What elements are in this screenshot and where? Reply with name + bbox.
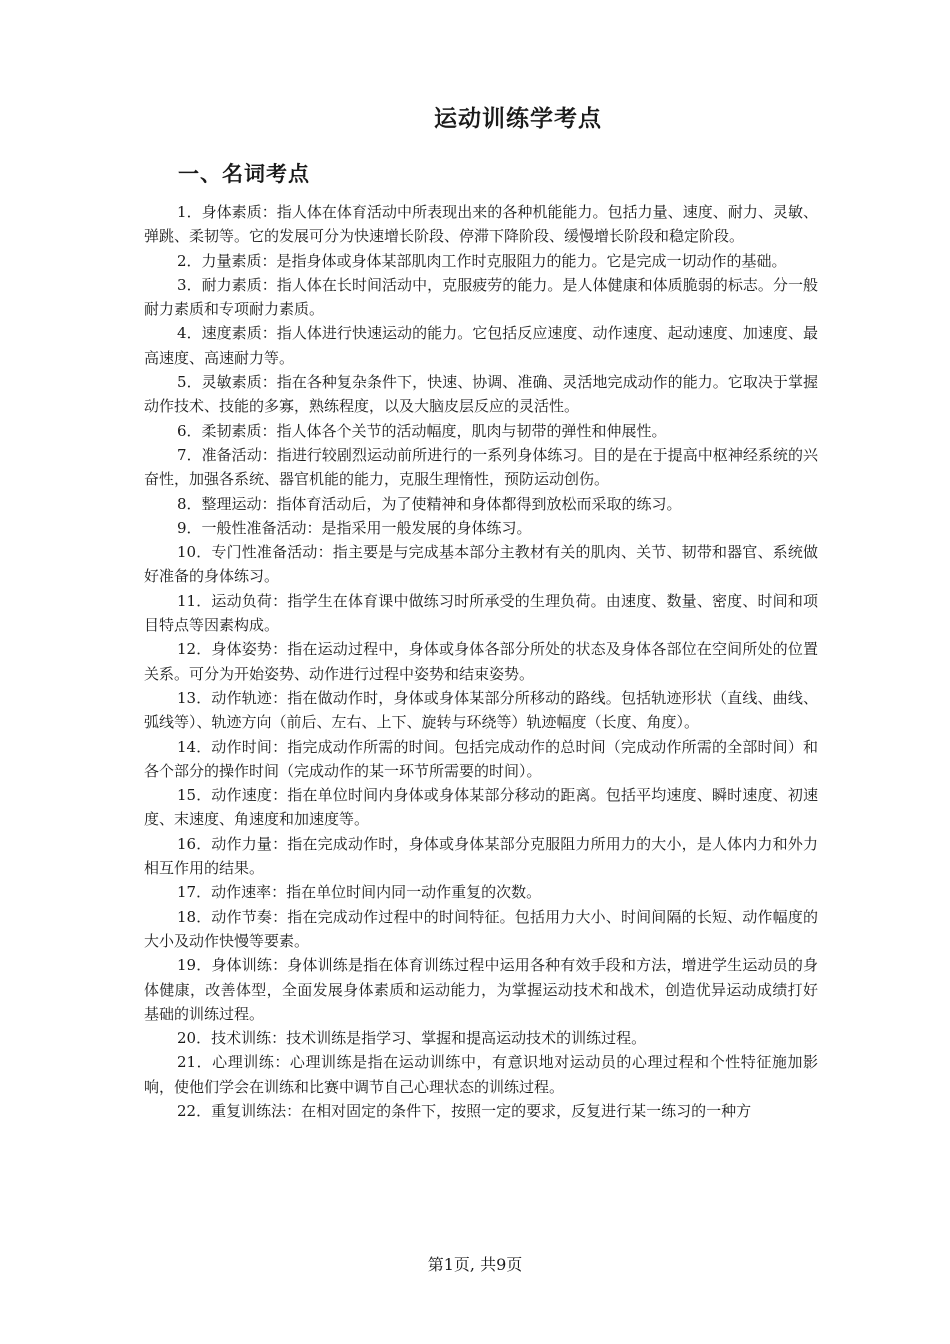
term-entry: 16．动作力量：指在完成动作时，身体或身体某部分克服阻力所用力的大小，是人体内力和外力相互作用的结果。 <box>144 834 818 878</box>
term-entry: 13．动作轨迹：指在做动作时，身体或身体某部分所移动的路线。包括轨迹形状（直线、曲线、弧线等）、轨迹方向（前后、左右、上下、旋转与环绕等）轨迹幅度（长度、角度）。 <box>144 688 818 732</box>
term-entry: 9．一般性准备活动：是指采用一般发展的身体练习。 <box>177 518 532 537</box>
term-entry: 15．动作速度：指在单位时间内身体或身体某部分移动的距离。包括平均速度、瞬时速度、初速度、末速度、角速度和加速度等。 <box>144 786 818 829</box>
term-entry: 4．速度素质：指人体进行快速运动的能力。它包括反应速度、动作速度、起动速度、加速度、最高速度、高速耐力等。 <box>144 324 818 367</box>
term-entry: 1．身体素质：指人体在体育活动中所表现出来的各种机能能力。包括力量、速度、耐力、灵敏、弹跳、柔韧等。它的发展可分为快速增长阶段、停滞下降阶段、缓慢增长阶段和稳定阶段。 <box>144 203 818 246</box>
term-entry: 17．动作速率：指在单位时间内同一动作重复的次数。 <box>177 883 542 902</box>
term-entry: 7．准备活动：指进行较剧烈运动前所进行的一系列身体练习。目的是在于提高中枢神经系统的兴奋性，加强各系统、器官机能的能力，克服生理惰性，预防运动创伤。 <box>144 445 818 489</box>
term-entry: 8．整理运动：指体育活动后，为了使精神和身体都得到放松而采取的练习。 <box>177 494 682 513</box>
term-entry: 22．重复训练法：在相对固定的条件下，按照一定的要求，反复进行某一练习的一种方 <box>177 1101 752 1120</box>
term-entry: 6．柔韧素质：指人体各个关节的活动幅度，肌肉与韧带的弹性和伸展性。 <box>177 421 667 440</box>
term-entry: 5．灵敏素质：指在各种复杂条件下，快速、协调、准确、灵活地完成动作的能力。它取决于掌握动作技术、技能的多寡，熟练程度，以及大脑皮层反应的灵活性。 <box>144 373 818 416</box>
term-entry: 2．力量素质：是指身体或身体某部肌肉工作时克服阻力的能力。它是完成一切动作的基础。 <box>177 251 787 270</box>
term-entry: 19．身体训练：身体训练是指在体育训练过程中运用各种有效手段和方法，增进学生运动员的身体健康，改善体型，全面发展身体素质和运动能力，为掌握运动技术和战术，创造优异运动成绩打好基础的训练过程。 <box>144 956 818 1023</box>
term-entry: 20．技术训练：技术训练是指学习、掌握和提高运动技术的训练过程。 <box>177 1029 647 1048</box>
document-title: 运动训练学考点 <box>434 106 602 132</box>
term-entry: 10．专门性准备活动：指主要是与完成基本部分主教材有关的肌肉、关节、韧带和器官、系统做好准备的身体练习。 <box>144 543 818 586</box>
term-list <box>144 200 818 1123</box>
term-entry: 18．动作节奏：指在完成动作过程中的时间特征。包括用力大小、时间间隔的长短、动作幅度的大小及动作快慢等要素。 <box>144 907 818 950</box>
term-entry: 12．身体姿势：指在运动过程中，身体或身体各部分所处的状态及身体各部位在空间所处的位置关系。可分为开始姿势、动作进行过程中姿势和结束姿势。 <box>144 640 818 683</box>
term-entry: 14．动作时间：指完成动作所需的时间。包括完成动作的总时间（完成动作所需的全部时间）和各个部分的操作时间（完成动作的某一环节所需要的时间）。 <box>144 737 818 780</box>
page-number: 第1页, 共9页 <box>427 1255 523 1274</box>
term-entry: 3．耐力素质：指人体在长时间活动中，克服疲劳的能力。是人体健康和体质脆弱的标志。分一般耐力素质和专项耐力素质。 <box>144 275 818 319</box>
term-entry: 11．运动负荷：指学生在体育课中做练习时所承受的生理负荷。由速度、数量、密度、时间和项目特点等因素构成。 <box>144 591 818 635</box>
section-title: 一、名词考点 <box>178 162 310 186</box>
term-entry: 21．心理训练：心理训练是指在运动训练中，有意识地对运动员的心理过程和个性特征施加影响，使他们学会在训练和比赛中调节自己心理状态的训练过程。 <box>144 1053 818 1096</box>
